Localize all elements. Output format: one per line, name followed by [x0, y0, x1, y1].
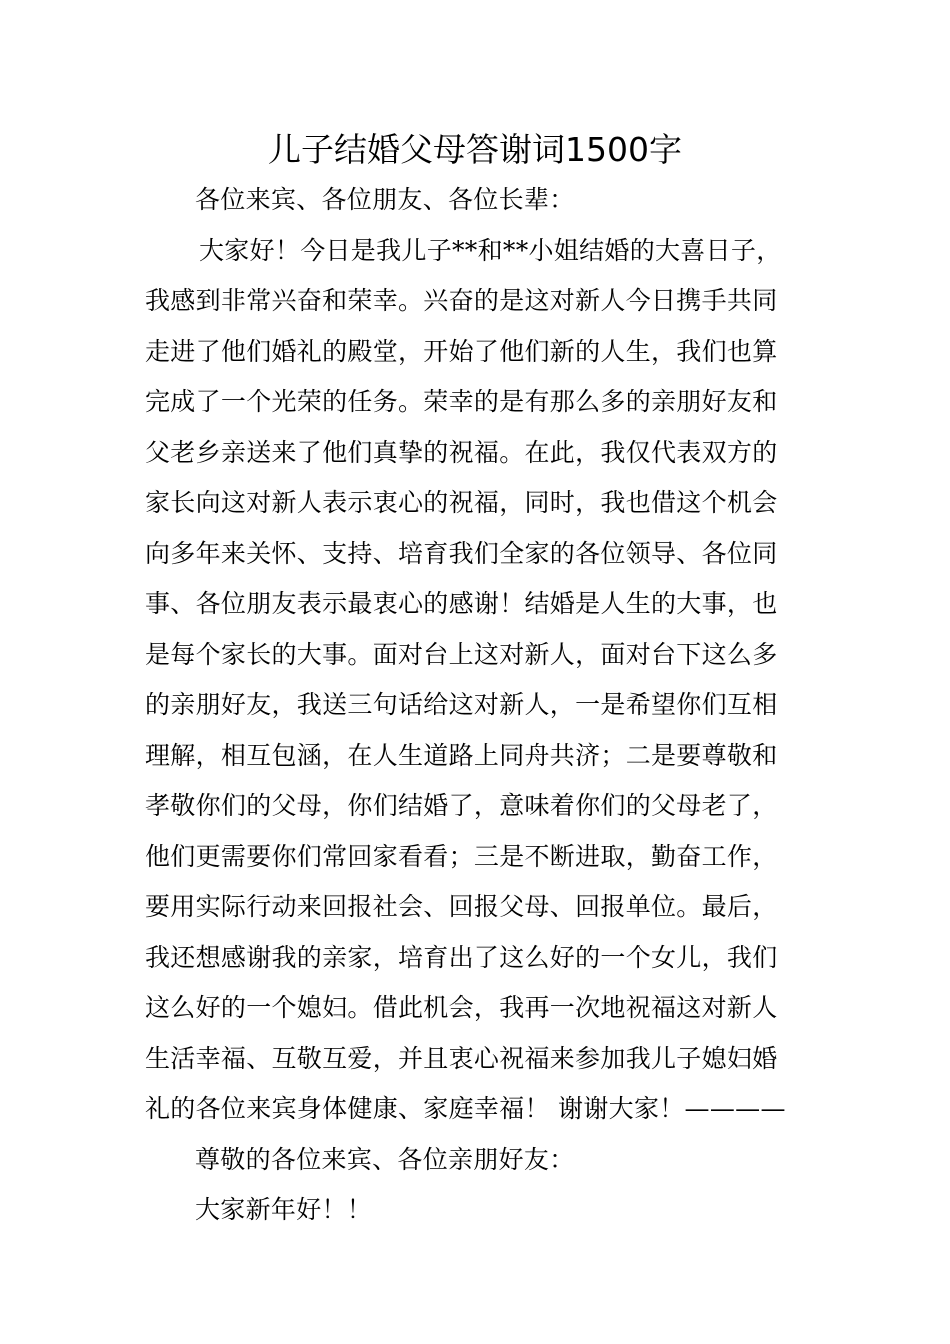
text-line: 完成了一个光荣的任务。荣幸的是有那么多的亲朋好友和: [145, 387, 778, 416]
text-line: 大家好！今日是我儿子**和**小姐结婚的大喜日子，: [199, 235, 782, 265]
document-title: 儿子结婚父母答谢词1500字: [268, 130, 682, 169]
document-body: [145, 175, 807, 1236]
speech-paragraph: [145, 226, 807, 1135]
text-line: 家长向这对新人表示衷心的祝福，同时，我也借这个机会: [145, 488, 778, 517]
text-line: 的亲朋好友，我送三句话给这对新人，一是希望你们互相: [145, 690, 778, 719]
text-line: 这么好的一个媳妇。借此机会，我再一次地祝福这对新人: [145, 993, 778, 1022]
text-line: 父老乡亲送来了他们真挚的祝福。在此，我仅代表双方的: [145, 437, 778, 467]
text-line: 他们更需要你们常回家看看；三是不断进取，勤奋工作，: [145, 841, 778, 871]
text-line: 是每个家长的大事。面对台上这对新人，面对台下这么多: [145, 639, 778, 669]
greeting-line-2: 尊敬的各位来宾、各位亲朋好友：: [195, 1144, 575, 1174]
closing-line: 大家新年好！！: [195, 1195, 373, 1224]
text-line: 理解，相互包涵，在人生道路上同舟共济；二是要尊敬和: [145, 740, 778, 770]
text-line: 生活幸福、互敬互爱，并且衷心祝福来参加我儿子媳妇婚: [145, 1043, 778, 1073]
text-line: 我感到非常兴奋和荣幸。兴奋的是这对新人今日携手共同: [145, 286, 778, 315]
text-line: 我还想感谢我的亲家，培育出了这么好的一个女儿，我们: [145, 942, 778, 972]
text-line: 礼的各位来宾身体健康、家庭幸福！ 谢谢大家！————: [145, 1094, 786, 1123]
text-line: 孝敬你们的父母，你们结婚了，意味着你们的父母老了，: [145, 791, 778, 820]
text-line: 事、各位朋友表示最衷心的感谢！结婚是人生的大事，也: [145, 589, 778, 618]
greeting-line: 各位来宾、各位朋友、各位长辈：: [195, 185, 575, 214]
text-line: 要用实际行动来回报社会、回报父母、回报单位。最后，: [145, 892, 778, 921]
text-line: 走进了他们婚礼的殿堂，开始了他们新的人生，我们也算: [145, 336, 778, 366]
text-line: 向多年来关怀、支持、培育我们全家的各位领导、各位同: [145, 538, 778, 568]
